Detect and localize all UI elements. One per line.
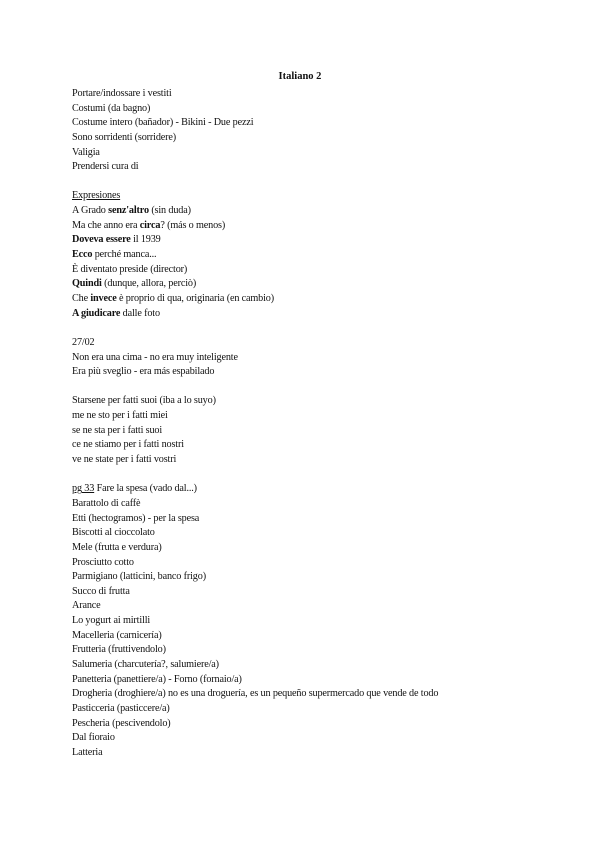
date-section	[72, 336, 572, 380]
expression-line: Ma che anno era circa? (más o menos)	[72, 219, 226, 231]
expression-line: Quindi (dunque, allora, perciò)	[72, 278, 197, 290]
shopping-item: Lo yogurt ai mirtilli	[72, 615, 151, 627]
shopping-item: Arance	[72, 600, 101, 612]
shopping-item: Drogheria (droghiere/a) no es una droguería, es un pequeño supermercado que vende de todo	[72, 688, 439, 700]
shopping-item: Biscotti al cioccolato	[72, 527, 155, 539]
expression-line: A giudicare dalle foto	[72, 307, 160, 319]
shopping-item: Salumeria (charcutería?, salumiere/a)	[72, 658, 219, 670]
shopping-item: Succo di frutta	[72, 585, 130, 597]
shopping-item: Mele (frutta e verdura)	[72, 541, 162, 553]
shopping-section	[72, 482, 572, 760]
shopping-item: Etti (hectogramos) - per la spesa	[72, 512, 200, 524]
vocab-line: Costume intero (bañador) - Bikini - Due pezzi	[72, 117, 254, 129]
vocab-list	[72, 87, 572, 175]
expression-line: Che invece è proprio di qua, originaria (en cambio)	[72, 292, 274, 304]
vocab-line: Valigia	[72, 146, 100, 158]
spacer	[72, 175, 572, 190]
page-title	[0, 71, 600, 82]
shopping-item: Prosciutto cotto	[72, 556, 134, 568]
expression-line: È diventato preside (director)	[72, 263, 188, 275]
expressions-section	[72, 189, 572, 321]
spacer	[72, 380, 572, 395]
starsene-section	[72, 394, 572, 467]
starsene-line: me ne sto per i fatti miei	[72, 410, 168, 422]
expression-line: A Grado senz'altro (sin duda)	[72, 205, 191, 217]
spacer	[72, 321, 572, 336]
shopping-item: Barattolo di caffè	[72, 497, 141, 509]
starsene-line: se ne sta per i fatti suoi	[72, 424, 163, 436]
spacer	[72, 468, 572, 483]
expressions-heading: Expresiones	[72, 190, 121, 202]
date-line: Non era una cima - no era muy inteligente	[72, 351, 238, 363]
shopping-item: Dal fioraio	[72, 732, 115, 744]
date-line: Era più sveglio - era más espabilado	[72, 366, 215, 378]
shopping-item: Macelleria (carnicería)	[72, 629, 162, 641]
document-body	[72, 87, 572, 760]
vocab-line: Prendersi cura di	[72, 161, 139, 173]
vocab-line: Sono sorridenti (sorridere)	[72, 131, 177, 143]
shopping-item: Panetteria (panettiere/a) - Forno (fornaio/a)	[72, 673, 242, 685]
starsene-line: ce ne stiamo per i fatti nostri	[72, 439, 184, 451]
vocab-line: Portare/indossare i vestiti	[72, 88, 172, 99]
expression-line: Ecco perché manca...	[72, 249, 157, 261]
shopping-item: Frutteria (fruttivendolo)	[72, 644, 166, 656]
starsene-line: ve ne state per i fatti vostri	[72, 454, 177, 466]
expression-line: Doveva essere il 1939	[72, 234, 161, 246]
shopping-heading: pg 33 Fare la spesa (vado dal...)	[72, 483, 197, 495]
shopping-item: Pescheria (pescivendolo)	[72, 717, 171, 729]
date-heading: 27/02	[72, 336, 95, 348]
vocab-line: Costumi (da bagno)	[72, 102, 151, 114]
shopping-item: Pasticceria (pasticcere/a)	[72, 702, 170, 714]
shopping-item: Parmigiano (latticini, banco frigo)	[72, 571, 206, 583]
shopping-item: Latteria	[72, 746, 103, 758]
page-title-text: Italiano 2	[278, 71, 322, 82]
starsene-line: Starsene per fatti suoi (iba a lo suyo)	[72, 395, 216, 407]
